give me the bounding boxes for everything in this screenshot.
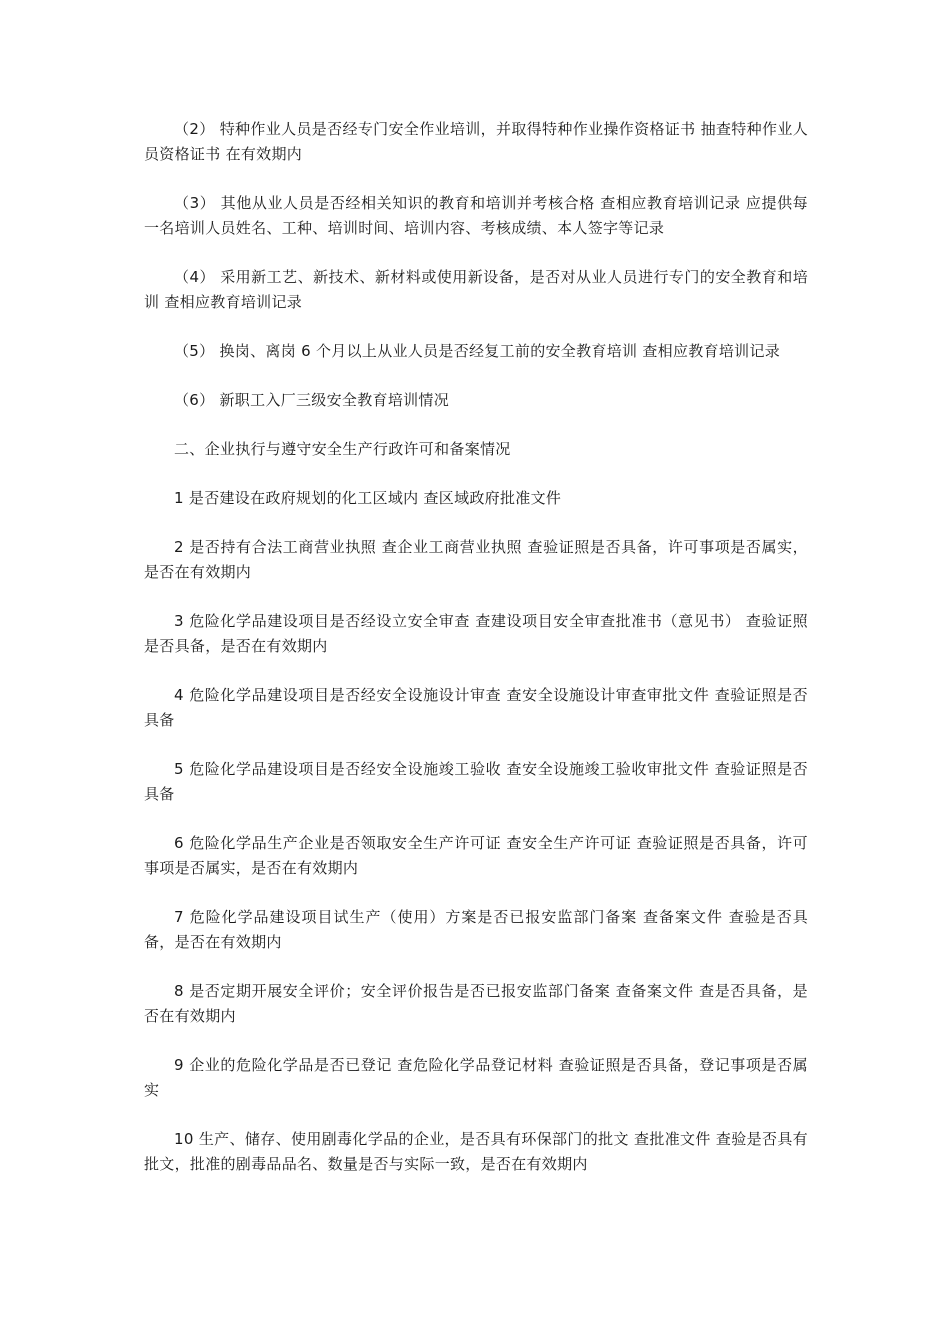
- item-3: 3 危险化学品建设项目是否经设立安全审查 查建设项目安全审查批准书（意见书） 查验证照是否具备，是否在有效期内: [144, 612, 808, 655]
- item-8: 8 是否定期开展安全评价；安全评价报告是否已报安监部门备案 查备案文件 查是否具备，是否在有效期内: [144, 982, 808, 1025]
- section-heading: 二、企业执行与遵守安全生产行政许可和备案情况: [174, 440, 511, 458]
- paragraph-6: （6） 新职工入厂三级安全教育培训情况: [174, 391, 450, 409]
- document-body: [144, 117, 808, 1177]
- paragraph-2: （2） 特种作业人员是否经专门安全作业培训，并取得特种作业操作资格证书 抽查特种作业人员资格证书 在有效期内: [144, 120, 808, 163]
- item-7: 7 危险化学品建设项目试生产（使用）方案是否已报安监部门备案 查备案文件 查验是否具备，是否在有效期内: [144, 908, 808, 951]
- item-2: 2 是否持有合法工商营业执照 查企业工商营业执照 查验证照是否具备，许可事项是否属实，是否在有效期内: [144, 538, 808, 581]
- item-5: 5 危险化学品建设项目是否经安全设施竣工验收 查安全设施竣工验收审批文件 查验证照是否具备: [144, 760, 808, 803]
- item-6: 6 危险化学品生产企业是否领取安全生产许可证 查安全生产许可证 查验证照是否具备，许可事项是否属实，是否在有效期内: [144, 834, 808, 877]
- paragraph-4: （4） 采用新工艺、新技术、新材料或使用新设备，是否对从业人员进行专门的安全教育和培训 查相应教育培训记录: [144, 268, 808, 311]
- item-9: 9 企业的危险化学品是否已登记 查危险化学品登记材料 查验证照是否具备，登记事项是否属实: [144, 1056, 808, 1099]
- paragraph-3: （3） 其他从业人员是否经相关知识的教育和培训并考核合格 查相应教育培训记录 应提供每一名培训人员姓名、工种、培训时间、培训内容、考核成绩、本人签字等记录: [144, 194, 808, 237]
- item-4: 4 危险化学品建设项目是否经安全设施设计审查 查安全设施设计审查审批文件 查验证照是否具备: [144, 686, 808, 729]
- item-1: 1 是否建设在政府规划的化工区域内 查区域政府批准文件: [174, 489, 562, 507]
- paragraph-5: （5） 换岗、离岗 6 个月以上从业人员是否经复工前的安全教育培训 查相应教育培训记录: [174, 342, 781, 360]
- item-10: 10 生产、储存、使用剧毒化学品的企业，是否具有环保部门的批文 查批准文件 查验是否具有批文，批准的剧毒品品名、数量是否与实际一致，是否在有效期内: [144, 1130, 808, 1173]
